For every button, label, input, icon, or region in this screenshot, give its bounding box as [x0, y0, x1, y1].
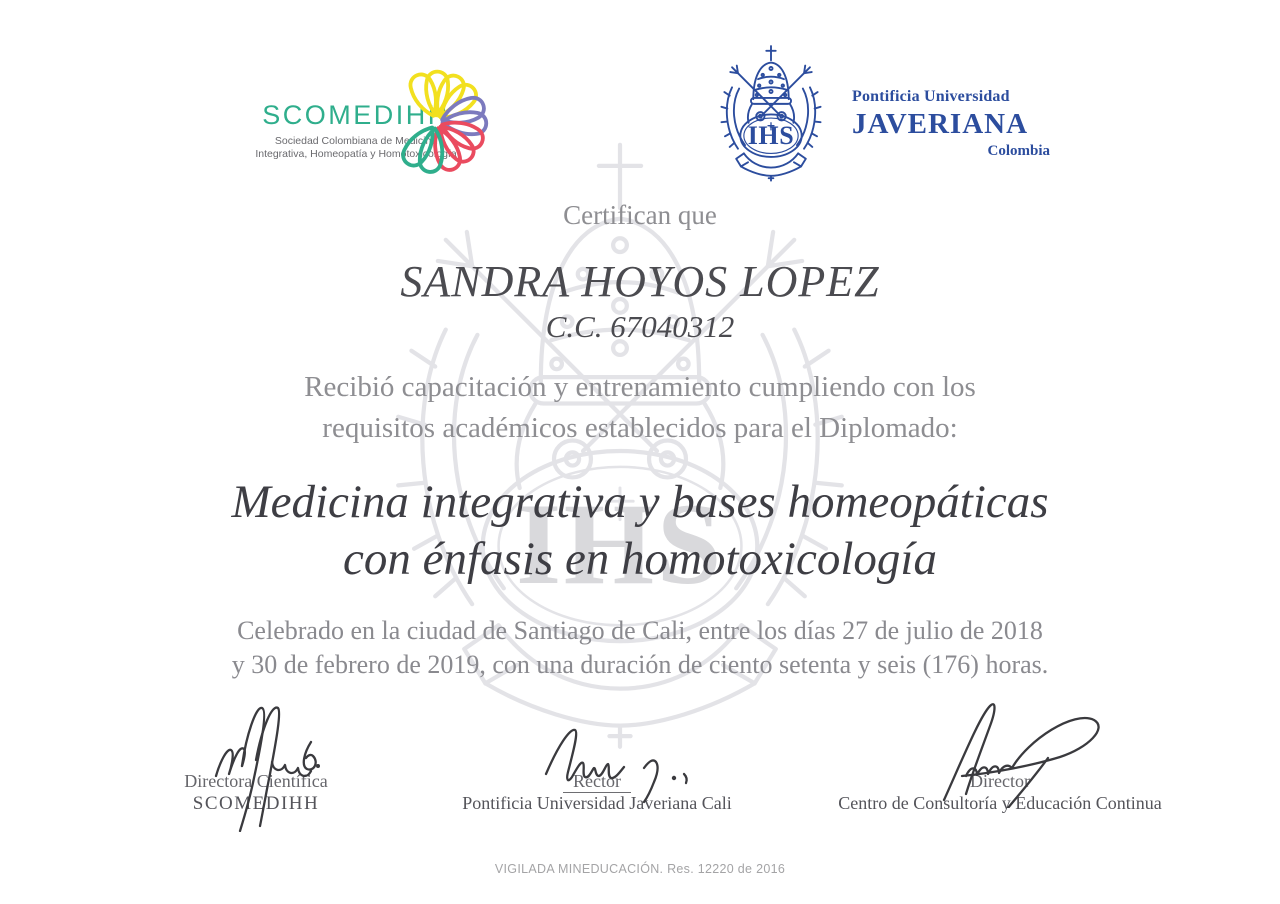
signature-scribble-middle-icon: [532, 726, 700, 806]
javeriana-line1: Pontificia Universidad: [852, 88, 1010, 105]
diploma-title: [0, 474, 1280, 588]
flower-petals-red: [428, 115, 486, 173]
scomedihh-subtitle-line2: Integrativa, Homeopatía y Homotoxicología: [255, 148, 457, 160]
intro-line2: requisitos académicos establecidos para el Diplomado:: [322, 412, 958, 444]
footer-note: VIGILADA MINEDUCACIÓN. Res. 12220 de 2016: [494, 862, 786, 876]
javeriana-wordmark: [852, 88, 1050, 160]
recipient-name: SANDRA HOYOS LOPEZ: [400, 257, 880, 306]
recipient-id: C.C. 67040312: [545, 309, 735, 344]
event-details: [0, 614, 1280, 682]
scomedihh-subtitle-line1: Sociedad Colombiana de Medicina: [274, 135, 438, 147]
details-line1: Celebrado en la ciudad de Santiago de Cali, entre los días 27 de julio de 2018: [237, 616, 1043, 645]
javeriana-line3: Colombia: [987, 143, 1050, 159]
signature-org: Pontificia Universidad Javeriana Cali: [462, 793, 732, 813]
signature-scribble-left-icon: [210, 698, 320, 832]
signature-role: Directora Científica: [184, 771, 328, 791]
diploma-title-line1: Medicina integrativa y bases homeopáticas: [231, 476, 1049, 528]
signature-org: Centro de Consultoría y Educación Continua: [838, 793, 1162, 813]
scomedihh-wordmark: SCOMEDIHH: [262, 100, 450, 130]
javeriana-crest-icon: [712, 34, 830, 182]
javeriana-line2: JAVERIANA: [852, 108, 1029, 140]
scomedihh-flower-icon: [392, 34, 518, 187]
intro-text: [0, 367, 1280, 449]
signature-scribble-right-icon: [928, 696, 1114, 808]
diploma-title-line2: con énfasis en homotoxicología: [343, 533, 937, 585]
certify-label: Certifican que: [563, 200, 717, 230]
signature-org: SCOMEDIHH: [192, 793, 320, 814]
intro-line1: Recibió capacitación y entrenamiento cumpliendo con los: [304, 371, 976, 403]
signature-role: Director: [970, 771, 1030, 791]
signature-role: Rector: [563, 771, 631, 793]
details-line2: y 30 de febrero de 2019, con una duración de ciento setenta y seis (176) horas.: [231, 650, 1049, 679]
